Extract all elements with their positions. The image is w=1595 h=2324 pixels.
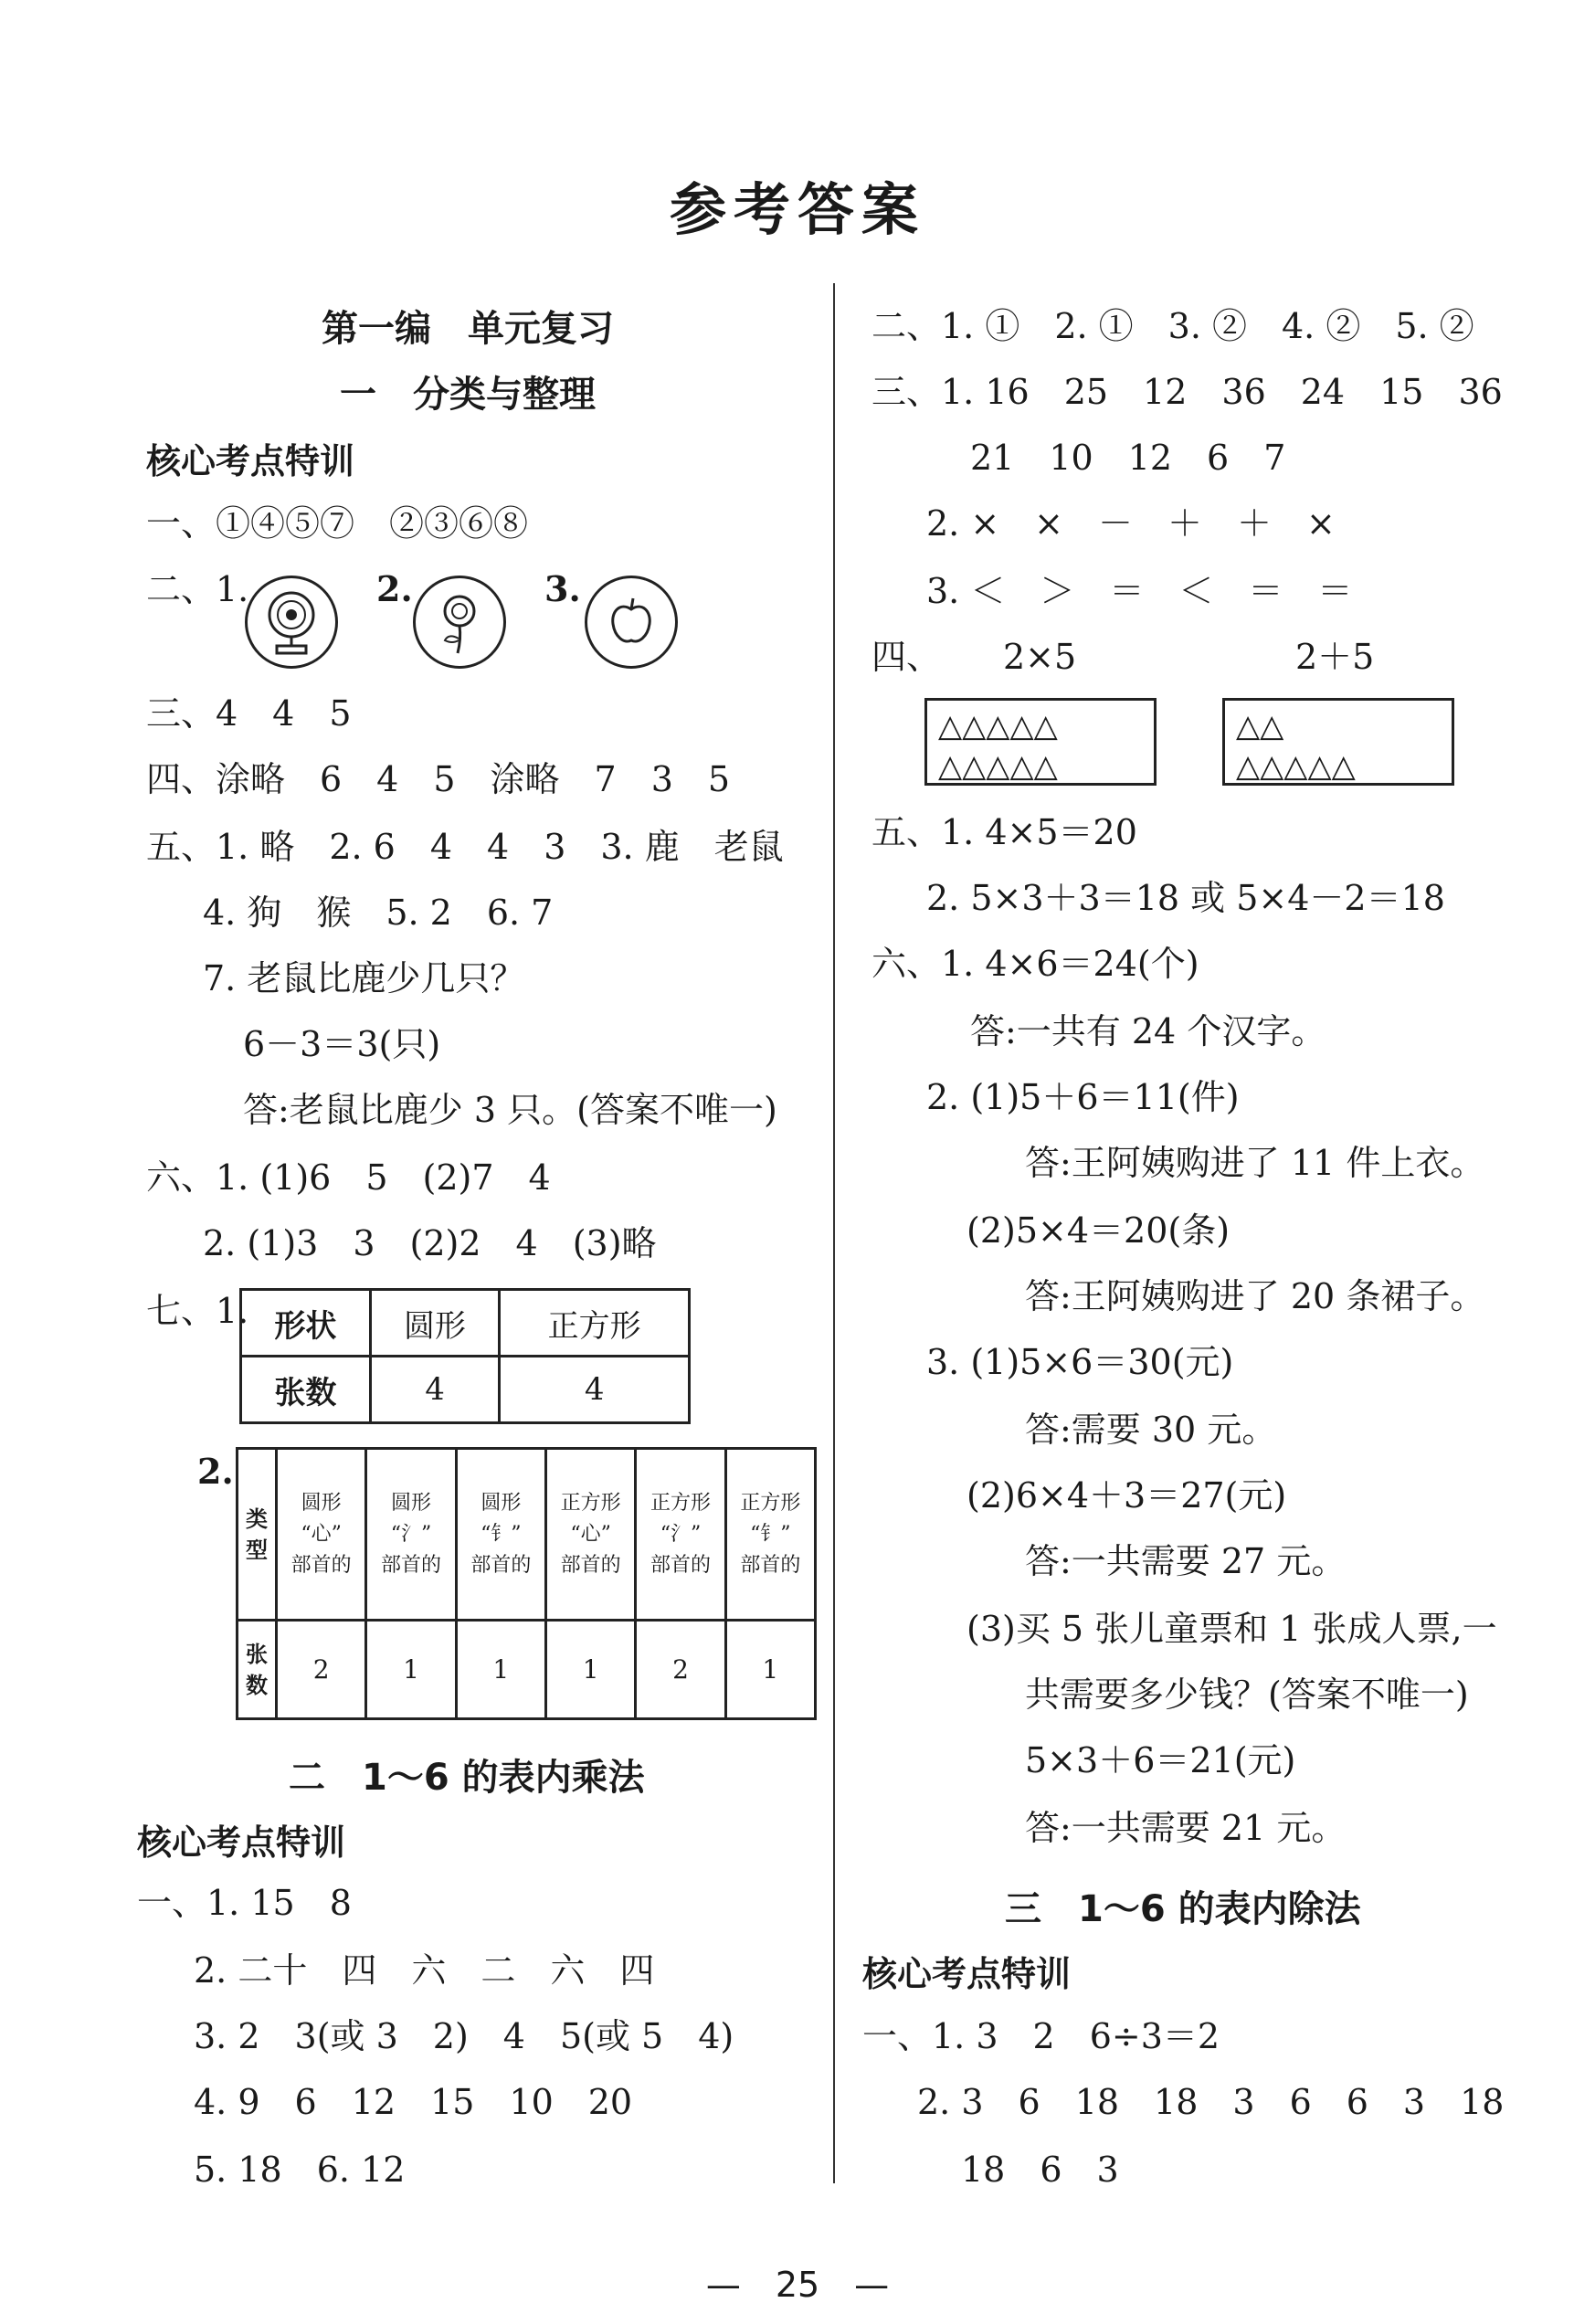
cell-line: “心” [570, 1522, 611, 1546]
cell-line: 正方形 [650, 1491, 711, 1515]
answer-line: 二、1. ① 2. ① 3. ② 4. ② 5. ② [871, 306, 1474, 346]
answer-label: 2. [197, 1451, 234, 1492]
triangle-row: △△△△△ [1236, 748, 1356, 785]
answer-line: 一、1. 15 8 [137, 1883, 352, 1923]
cell-line: 部首的 [740, 1553, 801, 1577]
fan-icon [245, 576, 338, 669]
section-heading-3: 核心考点特训 [862, 1954, 1072, 1994]
page-title: 参考答案 [669, 176, 925, 243]
answer-line: 3. ＜ ＞ ＝ ＜ ＝ ＝ [926, 571, 1353, 611]
answer-line: 答:需要 30 元。 [1025, 1410, 1277, 1450]
unit-heading-3: 三 1～6 的表内除法 [1005, 1888, 1361, 1930]
table-cell [277, 1449, 366, 1621]
table-cell: 正方形 [500, 1290, 690, 1357]
answer-line: 六、1. 4×6＝24(个) [871, 944, 1199, 984]
triangle-box-b [1222, 698, 1454, 786]
answer-line: 一、①④⑤⑦ ②③⑥⑧ [146, 503, 529, 544]
answer-label: 四、 [871, 637, 942, 677]
table-cell [456, 1449, 545, 1621]
answer-line: 答:王阿姨购进了 11 件上衣。 [1025, 1143, 1485, 1183]
answer-line: 18 6 3 [961, 2150, 1119, 2190]
cell-line: 正方形 [560, 1491, 621, 1515]
answer-line: 共需要多少钱？(答案不唯一) [1025, 1674, 1469, 1715]
section-heading-1: 核心考点特训 [146, 441, 355, 481]
answer-line: 3. (1)5×6＝30(元) [926, 1342, 1234, 1382]
table-cell [366, 1449, 456, 1621]
answer-line: 6－3＝3(只) [243, 1024, 441, 1064]
cell-line: 圆形 [481, 1491, 522, 1515]
column-divider [833, 283, 835, 2183]
triangle-row: △△△△△ [938, 708, 1058, 745]
answer-label: 二、1. [146, 569, 249, 609]
unit-heading-2: 二 1～6 的表内乘法 [289, 1757, 645, 1799]
triangle-box-a [924, 698, 1157, 786]
table-cell [725, 1449, 815, 1621]
answer-line: 2. 二十 四 六 二 六 四 [194, 1950, 655, 1991]
answer-line: 5×3＋6＝21(元) [1025, 1740, 1296, 1780]
answer-line: 答:一共需要 27 元。 [1025, 1541, 1347, 1581]
page-number: — 25 — [705, 2265, 890, 2305]
answer-line: 5. 18 6. 12 [194, 2150, 406, 2190]
answer-line: (2)6×4＋3＝27(元) [967, 1475, 1287, 1516]
table-cell: 张数 [238, 1621, 277, 1719]
cell-line: “钅” [481, 1522, 522, 1546]
answer-line: 四、涂略 6 4 5 涂略 7 3 5 [146, 759, 731, 799]
table-cell: 4 [370, 1357, 500, 1423]
table-cell: 1 [725, 1621, 815, 1719]
answer-line: 2. (1)3 3 (2)2 4 (3)略 [203, 1223, 657, 1263]
table-cell: 4 [500, 1357, 690, 1423]
answer-line: 答:一共有 24 个汉字。 [970, 1011, 1326, 1051]
answer-line: 2. × × － ＋ ＋ × [926, 503, 1336, 544]
cell-line: “心” [301, 1522, 342, 1546]
flower-icon [413, 576, 506, 669]
cell-line: “氵” [390, 1522, 432, 1546]
cell-line: “钅” [750, 1522, 791, 1546]
table-cell: 类型 [238, 1449, 277, 1621]
answer-line: 三、4 4 5 [146, 693, 352, 734]
answer-line: 4. 狗 猴 5. 2 6. 7 [203, 893, 554, 933]
answer-line: 2. 5×3＋3＝18 或 5×4－2＝18 [926, 878, 1445, 918]
answer-line: 3. 2 3(或 3 2) 4 5(或 5 4) [194, 2016, 734, 2056]
answer-line: 7. 老鼠比鹿少几只？ [203, 958, 525, 998]
table-cell: 1 [456, 1621, 545, 1719]
table-cell: 1 [366, 1621, 456, 1719]
answer-line: 三、1. 16 25 12 36 24 15 36 [871, 372, 1503, 412]
answer-label: 2. [376, 568, 413, 609]
apple-icon [585, 576, 678, 669]
table-cell: 圆形 [370, 1290, 500, 1357]
answer-line: 4. 9 6 12 15 10 20 [194, 2082, 633, 2122]
unit-heading-1: 一 分类与整理 [340, 373, 596, 416]
table-cell [545, 1449, 635, 1621]
cell-line: 部首的 [650, 1553, 711, 1577]
section-heading-2: 核心考点特训 [137, 1822, 346, 1863]
cell-line: “氵” [660, 1522, 702, 1546]
shape-count-table [239, 1288, 691, 1424]
cell-line: 部首的 [290, 1553, 352, 1577]
cell-line: 正方形 [740, 1491, 801, 1515]
triangle-row: △△△△△ [938, 748, 1058, 785]
answer-line: 2. (1)5＋6＝11(件) [926, 1077, 1240, 1117]
cell-line: 圆形 [390, 1491, 431, 1515]
answer-line: 答:老鼠比鹿少 3 只。(答案不唯一) [243, 1090, 777, 1130]
answer-line: 一、1. 3 2 6÷3＝2 [862, 2016, 1220, 2056]
answer-line: 21 10 12 6 7 [970, 438, 1286, 478]
table-cell: 张数 [241, 1357, 371, 1423]
answer-line: (2)5×4＝20(条) [967, 1210, 1231, 1251]
cell-line: 部首的 [560, 1553, 621, 1577]
answer-line: 2. 3 6 18 18 3 6 6 3 18 [917, 2082, 1505, 2122]
cell-line: 部首的 [380, 1553, 441, 1577]
answer-line: 答:王阿姨购进了 20 条裙子。 [1025, 1276, 1485, 1316]
cell-line: 部首的 [470, 1553, 532, 1577]
triangle-row: △△ [1236, 708, 1284, 745]
cell-line: 圆形 [301, 1491, 342, 1515]
answer-line: 答:一共需要 21 元。 [1025, 1808, 1347, 1848]
answer-label: 3. [544, 568, 581, 609]
table-cell: 形状 [241, 1290, 371, 1357]
table-cell: 2 [277, 1621, 366, 1719]
part-heading: 第一编 单元复习 [322, 307, 614, 350]
radical-count-table [236, 1447, 817, 1720]
answer-line: (3)买 5 张儿童票和 1 张成人票,一 [967, 1609, 1497, 1649]
answer-line: 六、1. (1)6 5 (2)7 4 [146, 1157, 551, 1198]
table-cell: 1 [545, 1621, 635, 1719]
answer-line: 2×5 [1003, 637, 1077, 677]
answer-label: 七、1. [146, 1291, 249, 1331]
answer-line: 五、1. 4×5＝20 [871, 812, 1137, 852]
table-cell: 2 [636, 1621, 725, 1719]
answer-line: 2＋5 [1295, 637, 1375, 677]
answer-line: 五、1. 略 2. 6 4 4 3 3. 鹿 老鼠 [146, 827, 784, 867]
table-cell [636, 1449, 725, 1621]
